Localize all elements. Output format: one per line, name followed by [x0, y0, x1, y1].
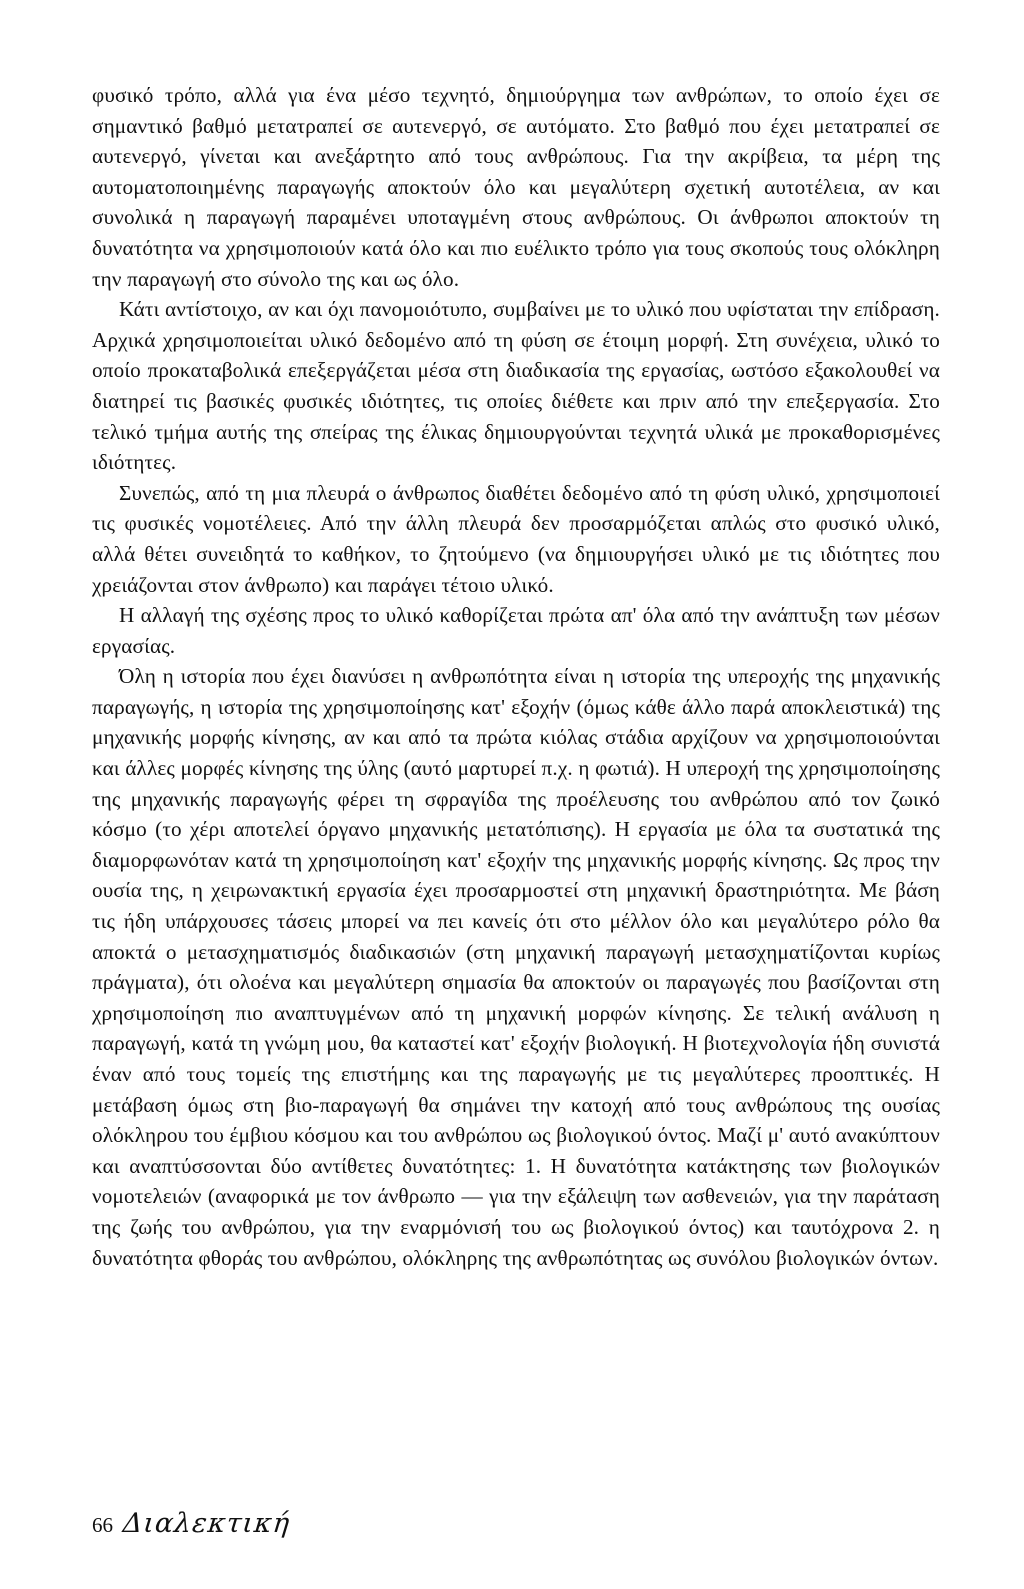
paragraph-5: Όλη η ιστορία που έχει διανύσει η ανθρωπότητα είναι η ιστορία της υπεροχής της μηχανικής παραγωγής, η ιστορία της χρησιμοποίησης κατ' εξοχήν (όμως κάθε άλλο παρά αποκλειστικά) της μηχανικής μορφής κίνησης, αν και από τα πρώτα κιόλας στάδια αρχίζουν να χρησιμοποιούνται και άλλες μορφές κίνησης της ύλης (αυτό μαρτυρεί π.χ. η φωτιά). Η υπεροχή της χρησιμοποίησης της μηχανικής παραγωγής φέρει τη σφραγίδα της προέλευσης του ανθρώπου από τον ζωικό κόσμο (το χέρι αποτελεί όργανο μηχανικής μετατόπισης). Η εργασία με όλα τα συστατικά της διαμορφωνόταν κατά τη χρησιμοποίηση κατ' εξοχήν της μηχανικής μορφής κίνησης. Ως προς την ουσία της, η χειρωνακτική εργασία έχει προσαρμοστεί στη μηχανική δραστηριότητα. Με βάση τις ήδη υπάρχουσες τάσεις μπορεί να πει κανείς ότι στο μέλλον όλο και μεγαλύτερο ρόλο θα αποκτά ο μετασχηματισμός διαδικασιών (στη μηχανική παραγωγή μετασχηματίζονται κυρίως πράγματα), ότι ολοένα και μεγαλύτερη σημασία θα αποκτούν οι παραγωγές που βασίζονται στη χρησιμοποίηση πιο αναπτυγμένων από τη μηχανική μορφών κίνησης. Σε τελική ανάλυση η παραγωγή, κατά τη γνώμη μου, θα καταστεί κατ' εξοχήν βιολογική. Η βιοτεχνολογία ήδη συνιστά έναν από τους τομείς της επιστήμης και της παραγωγής με τις μεγαλύτερες προοπτικές. Η μετάβαση όμως στη βιο-παραγωγή θα σημάνει την κατοχή από τους ανθρώπους της ουσίας ολόκληρου του έμβιου κόσμου και του ανθρώπου ως βιολογικού όντος. Μαζί μ' αυτό ανακύπτουν και αναπτύσσονται δύο αντίθετες δυνατότητες: 1. Η δυνατότητα κατάκτησης των βιολογικών νομοτελειών (αναφορικά με τον άνθρωπο — για την εξάλειψη των ασθενειών, για την παράταση της ζωής του ανθρώπου, για την εναρμόνισή του ως βιολογικού όντος) και ταυτόχρονα 2. η δυνατότητα φθοράς του ανθρώπου, ολόκληρης της ανθρωπότητας ως συνόλου βιολογικών όντων.: [92, 664, 940, 1270]
paragraph-4: Η αλλαγή της σχέσης προς το υλικό καθορίζεται πρώτα απ' όλα από την ανάπτυξη των μέσων εργασίας.: [92, 603, 940, 658]
paragraph-3: Συνεπώς, από τη μια πλευρά ο άνθρωπος διαθέτει δεδομένο από τη φύση υλικό, χρησιμοποιεί τις φυσικές νομοτέλειες. Από την άλλη πλευρά δεν προσαρμόζεται απλώς στο φυσικό υλικό, αλλά θέτει συνειδητά το καθήκον, το ζητούμενο (να δημιουργήσει υλικό με τις ιδιότητες που χρειάζονται στον άνθρωπο) και παράγει τέτοιο υλικό.: [92, 480, 940, 597]
paragraph-2: Κάτι αντίστοιχο, αν και όχι πανομοιότυπο, συμβαίνει με το υλικό που υφίσταται την επίδραση. Αρχικά χρησιμοποιείται υλικό δεδομένο από τη φύση σε έτοιμη μορφή. Στη συνέχεια, υλικό το οποίο προκαταβολικά επεξεργάζεται μέσα στη διαδικασία της εργασίας, ωστόσο εξακολουθεί να διατηρεί τις βασικές φυσικές ιδιότητες, τις οποίες διέθετε και πριν από την επεξεργασία. Στο τελικό τμήμα αυτής της σπείρας της έλικας δημιουργούνται τεχνητά υλικά με προκαθορισμένες ιδιότητες.: [92, 297, 940, 475]
page-body: [92, 80, 940, 1273]
page-number: 66: [92, 1513, 113, 1537]
paragraph-1: φυσικό τρόπο, αλλά για ένα μέσο τεχνητό, δημιούργημα των ανθρώπων, το οποίο έχει σε σημαντικό βαθμό μετατραπεί σε αυτενεργό, σε αυτόματο. Στο βαθμό που έχει μετατραπεί σε αυτενεργό, γίνεται και ανεξάρτητο από τους ανθρώπους. Για την ακρίβεια, τα μέρη της αυτοματοποιημένης παραγωγής αποκτούν όλο και μεγαλύτερη σχετική αυτοτέλεια, αν και συνολικά η παραγωγή παραμένει υποταγμένη στους ανθρώπους. Οι άνθρωποι αποκτούν τη δυνατότητα να χρησιμοποιούν κατά όλο και πιο ευέλικτο τρόπο για τους σκοπούς τους ολόκληρη την παραγωγή στο σύνολο της και ως όλο.: [92, 83, 940, 291]
page-footer: [92, 1508, 290, 1539]
journal-logo: Διαλεκτική: [121, 1508, 292, 1539]
